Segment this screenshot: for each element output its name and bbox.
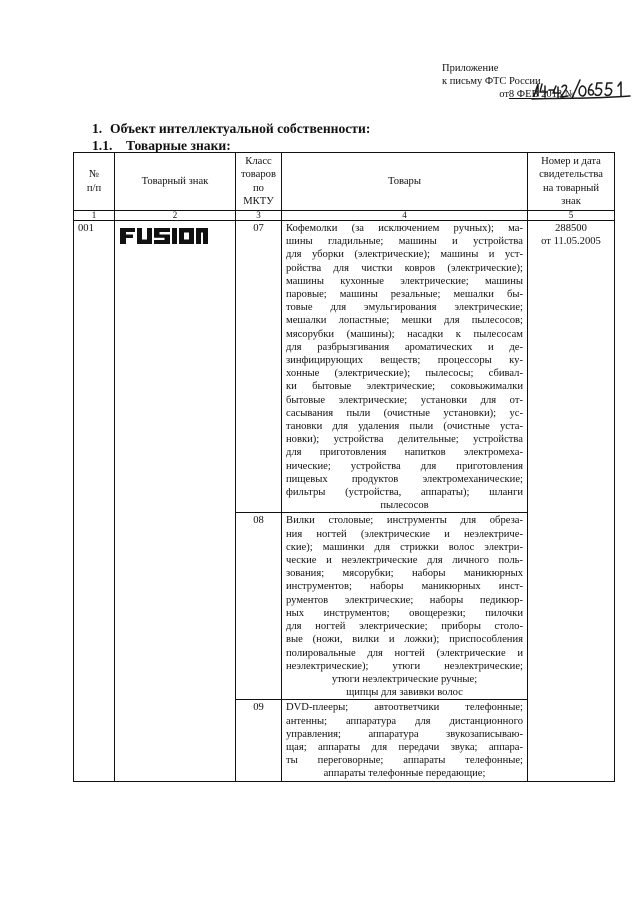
trademark-table: [73, 152, 615, 782]
goods-line: хонные (электрические); пылесосы; сбивал-: [286, 368, 523, 380]
goods-line: аппараты телефонные передающие;: [323, 768, 486, 780]
goods-line: машины кухонные электрические; машины: [286, 275, 523, 287]
goods-line: пищевых продуктов электромеханические;: [286, 473, 523, 485]
section-title: Объект интеллектуальной собственности:: [110, 121, 371, 136]
goods-line: полировальные для ногтей (электрические и: [286, 647, 523, 659]
registration-cell: [528, 221, 615, 782]
goods-line: щая; аппараты для передачи звука; аппара-: [286, 741, 523, 753]
goods-line: для приготовления напитков электромеха-: [286, 447, 523, 459]
table-row: [74, 221, 615, 513]
number-prefix: №: [564, 89, 575, 100]
column-index: 4: [282, 211, 528, 221]
goods-line: Кофемолки (за исключением ручных); ма-: [286, 223, 523, 234]
section-number: 1.: [92, 121, 103, 136]
header-registration-line: знак: [561, 195, 581, 207]
section-heading: [92, 121, 370, 137]
goods-line: управления; аппаратура звукозаписываю-: [286, 728, 523, 740]
goods-cell: [282, 700, 528, 781]
header-class-line: Класс: [245, 156, 272, 168]
header-registration-line: на товарный: [542, 182, 600, 194]
table-header-row: [74, 153, 615, 211]
class-cell: 08: [236, 513, 282, 700]
goods-line: бытовые электрические; установки для от-: [286, 394, 523, 406]
goods-line: ройства для чистки ковров (электрические);: [286, 262, 523, 274]
date-prefix: от: [499, 89, 509, 100]
trademark-cell: [115, 221, 236, 782]
header-goods: Товары: [282, 153, 528, 211]
registration-date: от 11.05.2005: [541, 236, 601, 248]
goods-line: ных инструментов; овощерезки; пилочки: [286, 607, 523, 619]
goods-line: сасывания пыли (очистные установки); ус-: [286, 407, 523, 419]
cover-line-date-number: [442, 88, 632, 102]
goods-line: шины гладильные; машины и устройства: [286, 236, 523, 248]
goods-line: тановки для удаления пыли (очистные уста-: [286, 421, 523, 433]
goods-line: щипцы для завивки волос: [346, 687, 463, 699]
header-trademark: Товарный знак: [115, 153, 236, 211]
goods-cell: [282, 221, 528, 513]
class-cell: 09: [236, 700, 282, 781]
header-class-line: по: [253, 182, 264, 194]
goods-line: паровые; машины резальные; мешалки бы-: [286, 289, 523, 301]
header-number-line: п/п: [86, 182, 102, 194]
goods-line: утюги неэлектрические ручные;: [331, 673, 478, 685]
header-number-line: №: [88, 169, 100, 181]
goods-line: фильтры (устройства, аппараты); шланги: [286, 487, 523, 499]
column-index: 1: [74, 211, 115, 221]
goods-line: DVD-плееры; автоответчики телефонные;: [286, 702, 523, 714]
goods-line: для разбрызгивания ароматических и де-: [286, 341, 523, 353]
cover-line-appendix: Приложение: [442, 63, 499, 74]
header-registration-line: Номер и дата: [541, 156, 601, 168]
goods-line: неэлектрические); утюги неэлектрические;: [286, 660, 523, 672]
handwritten-number-scribble: [530, 74, 632, 102]
goods-line: ния ногтей (электрические и неэлектриче-: [286, 528, 523, 540]
goods-line: мясорубки (машины); насадки к пылесосам: [286, 328, 523, 340]
goods-line: товые для эмульгирования электрические;: [286, 302, 523, 314]
goods-line: новки); устройства делительные; устройства: [286, 434, 523, 446]
letter-date: 8 ФЕВ 2013: [508, 89, 563, 100]
entry-number: 001: [74, 221, 115, 782]
header-number: [74, 153, 115, 211]
header-registration-line: свидетельства: [539, 169, 603, 181]
fusion-logo-icon: [120, 225, 208, 247]
class-cell: 07: [236, 221, 282, 513]
goods-line: мешалки лопастные; мешки для пылесосов;: [286, 315, 523, 327]
cover-line-letter: к письму ФТС России: [442, 75, 541, 87]
column-index: 5: [528, 211, 615, 221]
goods-line: для ногтей электрические; приборы столо-: [286, 621, 523, 633]
subsection-number: 1.1.: [92, 138, 113, 153]
goods-line: ческие и неэлектрические для личного поль-: [286, 555, 523, 567]
goods-cell: [282, 513, 528, 700]
header-class-line: товаров: [241, 169, 276, 181]
goods-line: вые (ножи, вилки и ложки); приспособления: [286, 634, 523, 646]
goods-line: для уборки (электрические); машины и уст-: [286, 249, 523, 261]
column-index: 3: [236, 211, 282, 221]
goods-line: зинфицирующих веществ; процессоры ку-: [286, 355, 523, 367]
header-class-line: МКТУ: [243, 195, 274, 207]
goods-line: ские); машинки для стрижки волос электри-: [286, 541, 523, 553]
registration-number: 288500: [555, 223, 587, 234]
goods-line: рументов электрические; наборы педикюр-: [286, 594, 523, 606]
goods-line: ки бытовые электрические; соковыжималки: [286, 381, 523, 393]
goods-line: пылесосов: [380, 500, 429, 512]
header-class: [236, 153, 282, 211]
cover-letter-block: [442, 63, 632, 102]
header-registration: [528, 153, 615, 211]
goods-line: Вилки столовые; инструменты для обреза-: [286, 515, 523, 527]
column-index-row: [74, 211, 615, 221]
subsection-title: Товарные знаки:: [126, 138, 231, 153]
goods-line: ты переговорные; аппараты телефонные;: [286, 755, 523, 767]
goods-line: нические; устройства для приготовления: [286, 460, 523, 472]
goods-line: зования; мясорубки; наборы маникюрных: [286, 568, 523, 580]
column-index: 2: [115, 211, 236, 221]
goods-line: инструментов; наборы маникюрных инст-: [286, 581, 523, 593]
goods-line: антенны; аппаратура для дистанционного: [286, 715, 523, 727]
